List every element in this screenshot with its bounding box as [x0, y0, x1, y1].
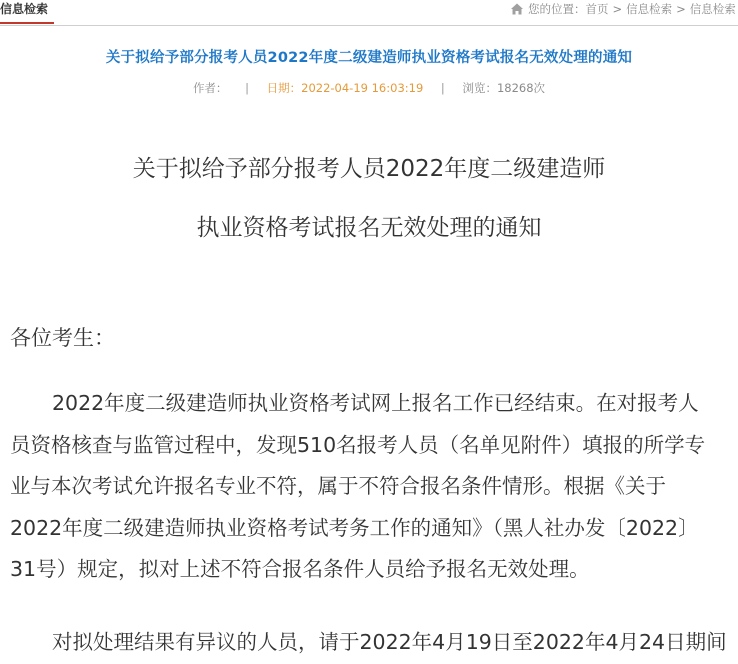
date-value: 2022-04-19 16:03:19 [301, 81, 424, 95]
author-label: 作者： [192, 81, 228, 95]
top-bar [0, 0, 738, 26]
breadcrumb-current[interactable]: 信息检索 [689, 2, 736, 16]
breadcrumb-info-search[interactable]: 信息检索 [626, 2, 673, 16]
meta-divider: | [440, 81, 445, 95]
section-tab[interactable]: 信息检索 [0, 0, 54, 24]
paragraph-line: 31号）规定，拟对上述不符合报名条件人员给予报名无效处理。 [10, 557, 590, 581]
body-paragraph-1 [10, 383, 722, 591]
breadcrumb [510, 0, 738, 18]
content-heading-line-2: 执业资格考试报名无效处理的通知 [196, 215, 542, 241]
paragraph-line: 2022年度二级建造师执业资格考试网上报名工作已经结束。在对报考人 [52, 391, 699, 415]
salutation: 各位考生： [10, 326, 115, 350]
paragraph-line: 2022年度二级建造师执业资格考试考务工作的通知》（黑人社办发〔2022〕 [10, 515, 699, 540]
breadcrumb-separator: > [612, 2, 623, 16]
views-label: 浏览： [462, 81, 497, 95]
paragraph-line: 业与本次考试允许报名专业不符，属于不符合报名条件情形。根据《关于 [10, 474, 666, 498]
date-label: 日期： [266, 81, 302, 95]
breadcrumb-home[interactable]: 首页 [585, 2, 609, 16]
paragraph-line: 员资格核查与监管过程中，发现510名报考人员（名单见附件）填报的所学专 [10, 432, 706, 457]
paragraph-line: 对拟处理结果有异议的人员，请于2022年4月19日至2022年4月24日期间 [52, 630, 727, 654]
breadcrumb-separator: > [676, 2, 686, 16]
article-title: 关于拟给予部分报考人员2022年度二级建造师执业资格考试报名无效处理的通知 [105, 50, 633, 66]
home-icon [510, 2, 524, 16]
content-heading-line-1: 关于拟给予部分报考人员2022年度二级建造师 [132, 156, 606, 182]
breadcrumb-prefix: 您的位置： [528, 2, 586, 16]
article-meta [0, 80, 738, 96]
views-count: 18268次 [496, 81, 546, 95]
meta-divider: | [245, 81, 249, 95]
body-paragraph-2 [10, 622, 727, 664]
